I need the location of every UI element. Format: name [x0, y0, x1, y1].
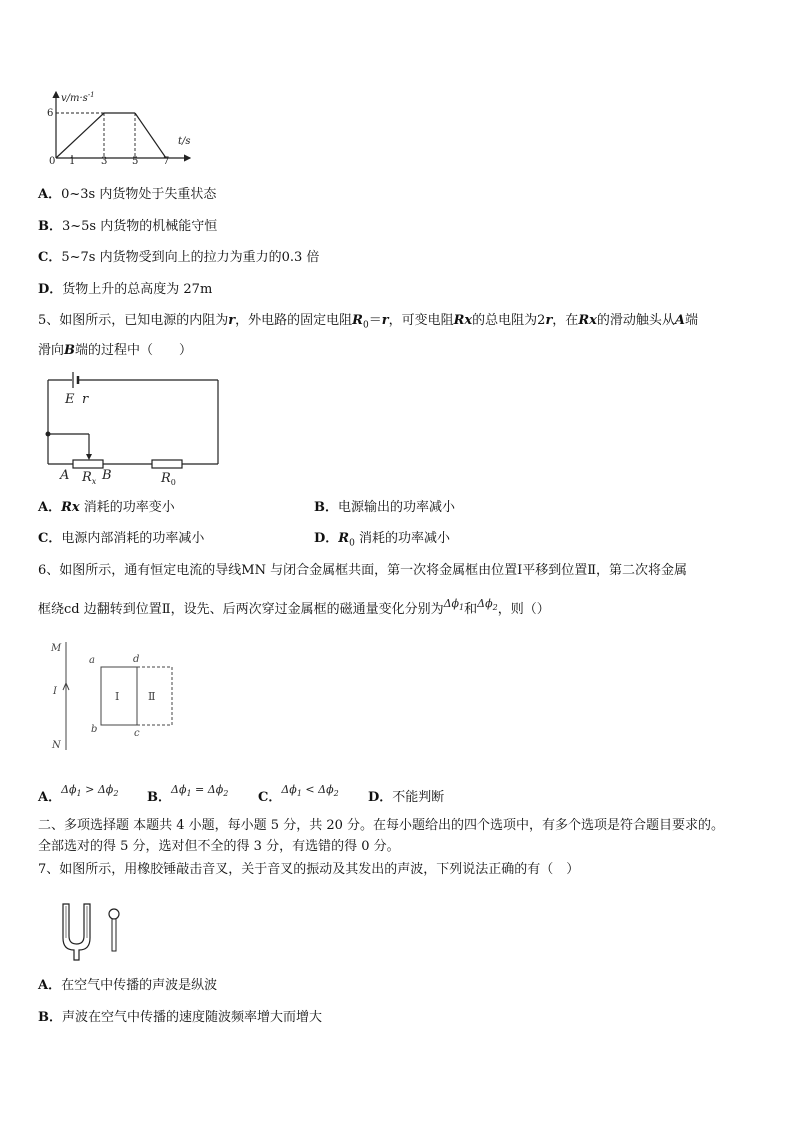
- x-tick-0: 0: [49, 156, 56, 167]
- section-2-instructions-line1: 二、多项选择题 本题共 4 小题，每小题 5 分，共 20 分。在每小题给出的四个选项中，有多个选项是符合题目要求的。: [38, 818, 725, 833]
- q6-stem-line1: 6、如图所示，通有恒定电流的导线MN 与闭合金属框共面，第一次将金属框由位置Ⅰ平移到位置Ⅱ，第二次将金属: [38, 563, 688, 578]
- x-tick-7: 7: [163, 156, 170, 167]
- v-line-fall: [135, 113, 166, 158]
- q6-stem-line2: 框绕cd 边翻转到位置Ⅱ，设先、后两次穿过金属框的磁通量变化分别为$^{\Delta\phi_1}$和$^{\Delta\phi_2}$，则（）: [38, 597, 550, 617]
- q6-option-b[interactable]: B．$^{\Delta\phi_1 = \Delta\phi_2}$: [147, 783, 229, 805]
- q5-option-d[interactable]: D．$R_0$ 消耗的功率减小: [314, 531, 450, 549]
- x-tick-5: 5: [132, 156, 139, 167]
- x-tick-3: 3: [101, 156, 108, 167]
- q4-option-d[interactable]: D．货物上升的总高度为 27m: [38, 282, 213, 297]
- region-2-label: Ⅱ: [148, 690, 156, 703]
- x-axis-label: t/s: [178, 136, 191, 147]
- q5-stem-line2: 滑向B端的过程中（ ）: [38, 343, 193, 358]
- phi1-symbol: Δϕ1: [443, 597, 465, 613]
- q5-option-b[interactable]: B．电源输出的功率减小: [314, 500, 456, 515]
- q6-option-c[interactable]: C．$^{\Delta\phi_1 < \Delta\phi_2}$: [258, 783, 339, 805]
- internal-resistance-label: r: [82, 392, 89, 407]
- tuning-fork-icon: [63, 904, 90, 960]
- corner-c-label: c: [134, 728, 140, 739]
- q5-circuit-diagram: [40, 372, 230, 488]
- fixed-resistor-r0: [152, 460, 182, 468]
- v-line-rise: [56, 113, 104, 158]
- q5-option-a[interactable]: A．Rx 消耗的功率变小: [38, 500, 175, 515]
- q7-option-b[interactable]: B．声波在空气中传播的速度随波频率增大而增大: [38, 1010, 323, 1025]
- q6-option-a[interactable]: A．$^{\Delta\phi_1 > \Delta\phi_2}$: [38, 783, 119, 805]
- phi2-symbol: Δϕ2: [477, 597, 498, 613]
- q6-option-d[interactable]: D．不能判断: [368, 790, 445, 805]
- rubber-mallet-handle-icon: [112, 919, 116, 951]
- corner-d-label: d: [133, 654, 140, 665]
- corner-a-label: a: [89, 655, 95, 666]
- r0-label: $R_0$: [161, 471, 176, 487]
- rx-label: $R_x$: [82, 470, 97, 486]
- x-tick-1: 1: [69, 156, 76, 167]
- slider-contact-arrow[interactable]: [86, 454, 92, 460]
- section-2-instructions-line2: 全部选对的得 5 分，选对但不全的得 3 分，有选错的得 0 分。: [38, 839, 400, 854]
- corner-b-label: b: [91, 724, 98, 735]
- region-1-label: Ⅰ: [115, 690, 120, 703]
- y-tick-6: 6: [47, 108, 54, 119]
- variable-resistor-rx: [73, 460, 103, 468]
- i-label: I: [53, 686, 57, 697]
- velocity-time-graph: [40, 88, 200, 168]
- q4-option-a[interactable]: A．0~3s 内货物处于失重状态: [38, 187, 217, 202]
- q7-option-a[interactable]: A．在空气中传播的声波是纵波: [38, 978, 218, 993]
- rubber-mallet-head-icon: [109, 909, 119, 919]
- m-label: M: [51, 643, 62, 654]
- q7-stem: 7、如图所示，用橡胶锤敲击音叉，关于音叉的振动及其发出的声波，下列说法正确的有（ ）: [38, 862, 580, 877]
- q4-option-b[interactable]: B．3~5s 内货物的机械能守恒: [38, 219, 218, 234]
- tuning-fork-figure: [58, 900, 128, 964]
- terminal-a-label: A: [60, 468, 70, 483]
- q4-option-c[interactable]: C．5~7s 内货物受到向上的拉力为重力的0.3 倍: [38, 250, 320, 265]
- n-label: N: [52, 740, 61, 751]
- q5-option-c[interactable]: C．电源内部消耗的功率减小: [38, 531, 205, 546]
- q5-stem-line1: 5、如图所示，已知电源的内阻为r，外电路的固定电阻$R_0=r$，可变电阻Rx的总电阻为2r，在Rx的滑动触头从A端: [38, 313, 698, 331]
- q6-wire-frame-diagram: [46, 636, 216, 756]
- terminal-b-label: B: [102, 468, 112, 483]
- y-axis-label: $v/m\cdot s^{-1}$: [61, 91, 95, 104]
- emf-label: E: [65, 392, 75, 407]
